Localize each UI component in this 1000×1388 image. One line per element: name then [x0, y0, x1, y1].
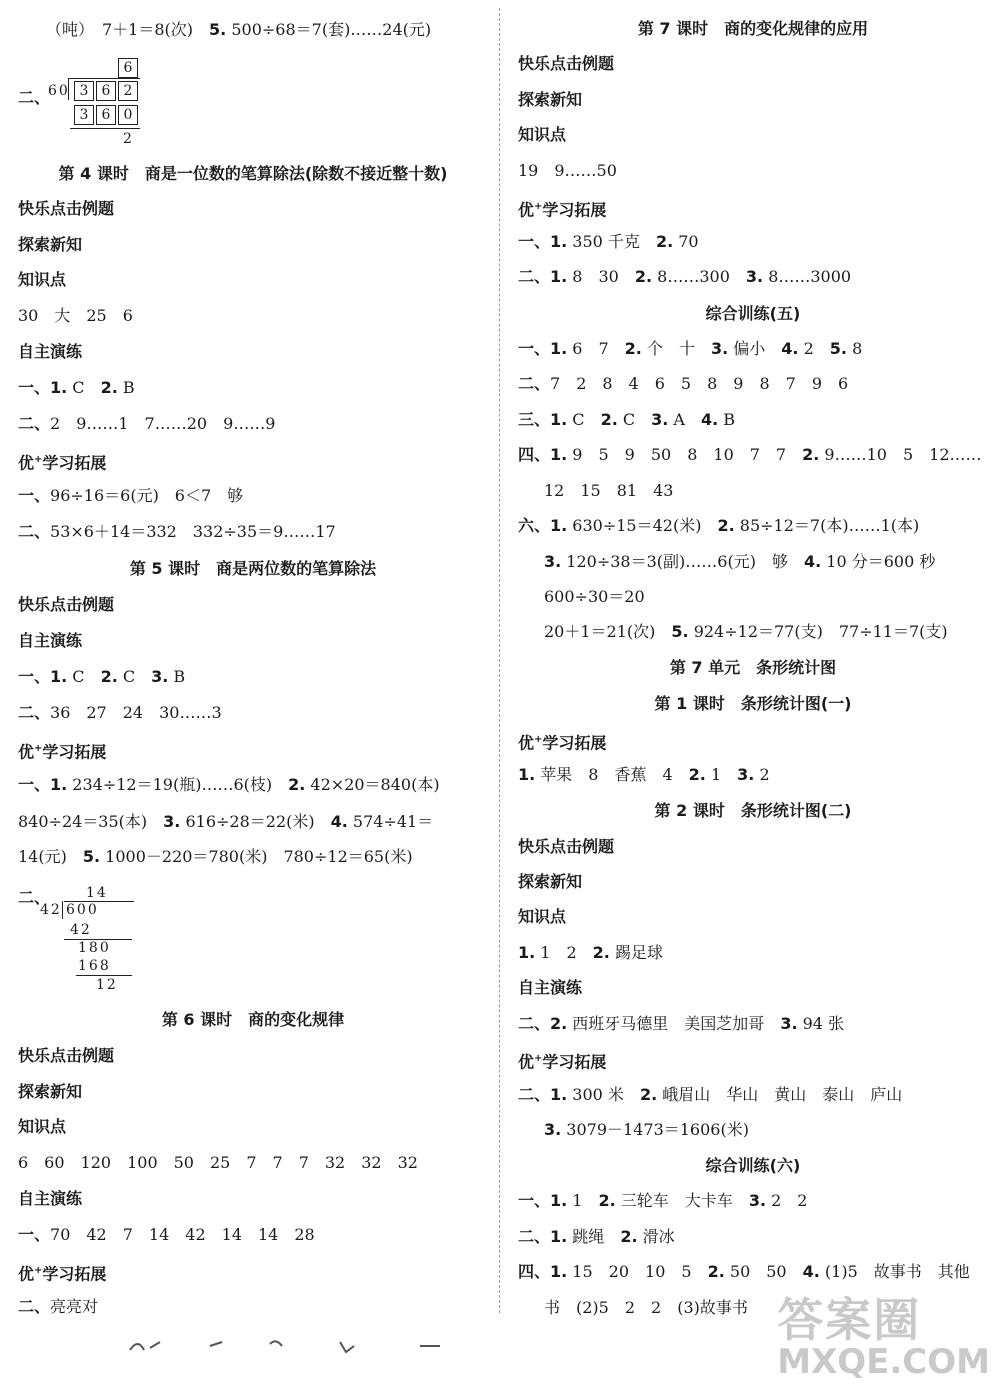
- answer-text: B: [718, 410, 736, 429]
- item-number: 3.: [745, 267, 764, 286]
- section-marker: 二、: [18, 888, 51, 907]
- item-number: 2.: [717, 516, 735, 535]
- watermark-url: MXQE.COM: [777, 1342, 990, 1382]
- answer-text: (1)5 故事书 其他: [819, 1262, 970, 1281]
- partial-dividend: 180: [78, 940, 111, 956]
- answer-line: [518, 337, 862, 361]
- answer-text: C: [67, 378, 101, 397]
- answer-line: [544, 1118, 749, 1142]
- answer-line: [18, 845, 413, 869]
- section-heading: 探索新知: [518, 872, 583, 891]
- item-number: 5.: [209, 20, 227, 39]
- section-heading: [18, 1259, 106, 1286]
- answer-line: [18, 701, 222, 725]
- answer-text: 8 30: [567, 267, 635, 286]
- item-number: 3.: [651, 410, 669, 429]
- exercise-heading: 综合训练(六): [705, 1156, 801, 1175]
- item-number: 2.: [802, 445, 820, 464]
- dividend-digit: 3: [74, 81, 94, 101]
- answer-text: C: [617, 410, 652, 429]
- remainder: 2: [123, 131, 134, 147]
- answer-text: 9……10 5 12……: [819, 445, 982, 464]
- item-number: 5.: [671, 622, 689, 641]
- plus-sup: +: [34, 743, 43, 754]
- division-bar: [68, 78, 140, 79]
- answer-line: [518, 265, 851, 289]
- answer-text: A: [668, 410, 701, 429]
- heading-text: 优: [18, 742, 35, 762]
- answer-text: 70: [673, 232, 699, 251]
- answer-line: [18, 376, 135, 400]
- answer-text: 偏小: [728, 339, 782, 358]
- item-number: 3.: [151, 667, 169, 686]
- answer-text: C: [67, 667, 101, 686]
- item-number: 一、: [18, 1225, 51, 1244]
- answer-text: 1: [705, 765, 738, 784]
- item-number: 3.: [780, 1014, 798, 1033]
- answer-line: [518, 1012, 844, 1036]
- item-number: 2.: [100, 667, 118, 686]
- section-heading: 快乐点击例题: [18, 199, 115, 218]
- item-number: 2.: [620, 1227, 638, 1246]
- answer-text: 踢足球: [609, 943, 663, 962]
- section-heading: 快乐点击例题: [518, 54, 615, 73]
- subtraction-line: [76, 975, 132, 976]
- answer-text: B: [117, 378, 135, 397]
- answer-line: 19 9……50: [518, 161, 617, 180]
- section-marker: 二、: [18, 88, 51, 107]
- answer-text: 7 2 8 4 6 5 8 9 8 7 9 6: [550, 374, 849, 393]
- item-number: 2.: [600, 410, 618, 429]
- lesson-heading: 第 1 课时 条形统计图(一): [654, 694, 852, 713]
- heading-text: 优: [518, 733, 535, 753]
- answer-line: [518, 1225, 675, 1249]
- item-number: 2.: [592, 943, 610, 962]
- answer-line: [518, 408, 735, 432]
- section-heading: [518, 195, 606, 222]
- heading-text: 学习拓展: [42, 1264, 107, 1284]
- item-number: 2.: [598, 1191, 616, 1210]
- unit-heading: 第 7 单元 条形统计图: [669, 658, 837, 677]
- answer-line: 600÷30＝20: [544, 587, 645, 606]
- answer-text: 西班牙马德里 美国芝加哥: [567, 1014, 781, 1033]
- item-number: 二、1.: [518, 1085, 568, 1104]
- item-number: 4.: [701, 410, 719, 429]
- heading-text: 优: [18, 453, 35, 473]
- answer-text: C: [117, 667, 152, 686]
- plus-sup: +: [534, 1053, 543, 1064]
- heading-text: 学习拓展: [542, 200, 607, 220]
- answer-text: 94 张: [797, 1014, 845, 1033]
- answer-text: （吨） 7＋1＝8(次): [46, 20, 210, 39]
- answer-line: [518, 763, 770, 787]
- answer-text: 2 9……1 7……20 9……9: [50, 414, 276, 433]
- answer-text: 峨眉山 华山 黄山 泰山 庐山: [657, 1085, 903, 1104]
- footer-scan-marks: [120, 1330, 620, 1360]
- lesson-heading: 第 4 课时 商是一位数的笔算除法(除数不接近整十数): [58, 164, 448, 183]
- answer-text: 滑冰: [637, 1227, 675, 1246]
- answer-text: 85÷12＝7(本)……1(本): [734, 516, 920, 535]
- product-digit: 0: [118, 105, 138, 125]
- item-number: 2.: [634, 267, 653, 286]
- dividend: 600: [66, 902, 99, 918]
- answer-text: 300 米: [567, 1085, 640, 1104]
- answer-line: [518, 1189, 807, 1213]
- exercise-heading: 综合训练(五): [705, 304, 801, 323]
- answer-text: 924÷12＝77(支) 77÷11＝7(支): [688, 622, 948, 641]
- section-heading: 快乐点击例题: [18, 595, 115, 614]
- item-number: 2.: [688, 765, 706, 784]
- answer-text: 8……3000: [763, 267, 852, 286]
- answer-text: 50 50: [724, 1262, 803, 1281]
- answer-line: [18, 520, 336, 544]
- answer-text: 234÷12＝19(瓶)……6(枝): [67, 775, 289, 794]
- answer-text: 1: [567, 1191, 599, 1210]
- answer-line: [518, 514, 919, 538]
- subtraction-line: [70, 128, 140, 129]
- watermark: [777, 1293, 990, 1382]
- answer-text: 616÷28＝22(米): [180, 812, 331, 831]
- item-number: 二、: [18, 1297, 51, 1316]
- answer-line: 30 大 25 6: [18, 306, 133, 325]
- answer-text: B: [168, 667, 186, 686]
- plus-sup: +: [534, 201, 543, 212]
- item-number: 二、: [518, 374, 551, 393]
- answer-text: 2: [754, 765, 770, 784]
- heading-text: 学习拓展: [542, 733, 607, 753]
- item-number: 四、1.: [518, 1262, 568, 1281]
- partial-product: 42: [70, 922, 92, 938]
- heading-text: 优: [518, 1052, 535, 1072]
- answer-text: 36 27 24 30……3: [50, 703, 222, 722]
- section-heading: 知识点: [518, 907, 567, 926]
- lesson-heading: 第 7 课时 商的变化规律的应用: [637, 19, 869, 38]
- answer-text: 53×6＋14＝332 332÷35＝9……17: [50, 522, 336, 541]
- item-number: 2.: [639, 1085, 658, 1104]
- answer-line: [18, 412, 275, 436]
- answer-text: 6 7: [567, 339, 625, 358]
- answer-line: 6 60 120 100 50 25 7 7 7 32 32 32: [18, 1153, 418, 1172]
- item-number: 一、1.: [18, 775, 68, 794]
- answer-line: [518, 1260, 970, 1284]
- answer-text: 42×20＝840(本): [305, 775, 440, 794]
- item-number: 2.: [707, 1262, 725, 1281]
- answer-text: 8: [847, 339, 863, 358]
- item-number: 二、1.: [518, 1227, 568, 1246]
- item-number: 3.: [710, 339, 729, 358]
- answer-text: 2 2: [766, 1191, 808, 1210]
- watermark-logo-text: 答案圈: [777, 1293, 922, 1347]
- item-number: 3.: [737, 765, 755, 784]
- item-number: 二、: [18, 522, 51, 541]
- answer-text: 96÷16＝6(元) 6＜7 够: [50, 486, 244, 505]
- section-heading: 自主演练: [518, 978, 583, 997]
- answer-line: [518, 941, 663, 965]
- answer-text: 500÷68＝7(套)……24(元): [226, 20, 432, 39]
- answer-text: 亮亮对: [50, 1297, 99, 1316]
- answer-line: [18, 484, 243, 508]
- plus-sup: +: [534, 734, 543, 745]
- item-number: 一、1.: [18, 378, 68, 397]
- item-number: 5.: [82, 847, 101, 866]
- answer-line: [518, 1083, 902, 1107]
- lesson-heading: 第 5 课时 商是两位数的笔算除法: [129, 559, 377, 578]
- section-heading: 快乐点击例题: [18, 1046, 115, 1065]
- section-heading: 知识点: [18, 270, 67, 289]
- lesson-heading: 第 6 课时 商的变化规律: [161, 1010, 345, 1029]
- answer-text: 跳绳: [567, 1227, 621, 1246]
- heading-text: 学习拓展: [42, 742, 107, 762]
- quotient: 14: [86, 885, 108, 901]
- answer-line: [518, 372, 848, 396]
- heading-text: 优: [18, 1264, 35, 1284]
- dividend-digit: 2: [118, 81, 138, 101]
- answer-text: 14(元): [18, 847, 83, 866]
- answer-text: 350 千克: [567, 232, 656, 251]
- answer-text: 15 20 10 5: [567, 1262, 708, 1281]
- product-digit: 3: [74, 105, 94, 125]
- item-number: 4.: [802, 1262, 820, 1281]
- divisor: 60: [48, 83, 70, 99]
- item-number: 二、: [18, 414, 51, 433]
- item-number: 2.: [624, 339, 642, 358]
- item-number: 一、: [18, 486, 51, 505]
- item-number: 六、1.: [518, 516, 568, 535]
- answer-line: [46, 18, 431, 42]
- item-number: 4.: [781, 339, 799, 358]
- answer-line: [18, 1295, 98, 1319]
- item-number: 一、1.: [518, 339, 568, 358]
- plus-sup: +: [34, 1265, 43, 1276]
- item-number: 3.: [544, 1120, 562, 1139]
- answer-text: 630÷15＝42(米): [567, 516, 718, 535]
- answer-line: [18, 773, 440, 797]
- answer-line: [18, 1223, 315, 1247]
- section-heading: 自主演练: [18, 342, 83, 361]
- item-number: 二、2.: [518, 1014, 568, 1033]
- section-heading: 自主演练: [18, 631, 83, 650]
- item-number: 2.: [288, 775, 306, 794]
- section-heading: 探索新知: [518, 90, 583, 109]
- item-number: 5.: [829, 339, 848, 358]
- divisor: 42: [40, 902, 62, 918]
- answer-text: C: [567, 410, 601, 429]
- remainder: 12: [96, 977, 118, 993]
- section-heading: 快乐点击例题: [518, 837, 615, 856]
- section-heading: [18, 448, 106, 475]
- answer-line: [544, 620, 948, 644]
- item-number: 一、1.: [518, 232, 568, 251]
- item-number: 三、1.: [518, 410, 568, 429]
- answer-line: 12 15 81 43: [544, 481, 674, 500]
- answer-line: [518, 230, 699, 254]
- item-number: 1.: [518, 943, 536, 962]
- item-number: 3.: [748, 1191, 767, 1210]
- section-heading: 知识点: [18, 1117, 67, 1136]
- section-heading: 探索新知: [18, 235, 83, 254]
- answer-line: 书 (2)5 2 2 (3)故事书: [544, 1298, 748, 1317]
- section-heading: 知识点: [518, 125, 567, 144]
- answer-text: 8……300: [652, 267, 746, 286]
- answer-text: 20＋1＝21(次): [544, 622, 672, 641]
- dividend-digit: 6: [96, 81, 116, 101]
- answer-line: [18, 810, 433, 834]
- answer-text: 3079－1473＝1606(米): [561, 1120, 749, 1139]
- answer-text: 个 十: [641, 339, 711, 358]
- answer-text: 120÷38＝3(副)……6(元) 够: [561, 552, 804, 571]
- answer-line: [18, 665, 185, 689]
- answer-text: 9 5 9 50 8 10 7 7: [567, 445, 803, 464]
- heading-text: 学习拓展: [542, 1052, 607, 1072]
- item-number: 一、1.: [518, 1191, 568, 1210]
- division-bracket: [62, 901, 63, 919]
- answer-text: 70 42 7 14 42 14 14 28: [50, 1225, 315, 1244]
- lesson-heading: 第 2 课时 条形统计图(二): [654, 801, 852, 820]
- answer-line: [518, 443, 982, 467]
- item-number: 二、: [18, 703, 51, 722]
- section-heading: [518, 728, 606, 755]
- answer-text: 2: [798, 339, 830, 358]
- answer-text: 1000－220＝780(米) 780÷12＝65(米): [100, 847, 413, 866]
- answer-text: 苹果 8 香蕉 4: [535, 765, 689, 784]
- column-divider: [499, 8, 500, 1313]
- section-heading: 自主演练: [18, 1189, 83, 1208]
- item-number: 4.: [803, 552, 822, 571]
- item-number: 1.: [518, 765, 536, 784]
- heading-text: 优: [518, 200, 535, 220]
- item-number: 3.: [544, 552, 562, 571]
- section-heading: 探索新知: [18, 1082, 83, 1101]
- item-number: 四、1.: [518, 445, 568, 464]
- answer-text: 三轮车 大卡车: [615, 1191, 749, 1210]
- answer-line: [544, 550, 935, 574]
- quotient-box: 6: [118, 58, 138, 78]
- item-number: 二、1.: [518, 267, 568, 286]
- answer-text: 574÷41＝: [347, 812, 434, 831]
- item-number: 一、1.: [18, 667, 68, 686]
- partial-product: 168: [78, 958, 111, 974]
- section-heading: [18, 737, 106, 764]
- item-number: 2.: [655, 232, 674, 251]
- item-number: 4.: [330, 812, 348, 831]
- division-bracket: [68, 78, 69, 100]
- answer-text: 10 分＝600 秒: [821, 552, 936, 571]
- plus-sup: +: [34, 454, 43, 465]
- item-number: 3.: [163, 812, 181, 831]
- product-digit: 6: [96, 105, 116, 125]
- answer-text: 1 2: [535, 943, 593, 962]
- answer-text: 840÷24＝35(本): [18, 812, 164, 831]
- heading-text: 学习拓展: [42, 453, 107, 473]
- section-heading: [518, 1047, 606, 1074]
- item-number: 2.: [100, 378, 118, 397]
